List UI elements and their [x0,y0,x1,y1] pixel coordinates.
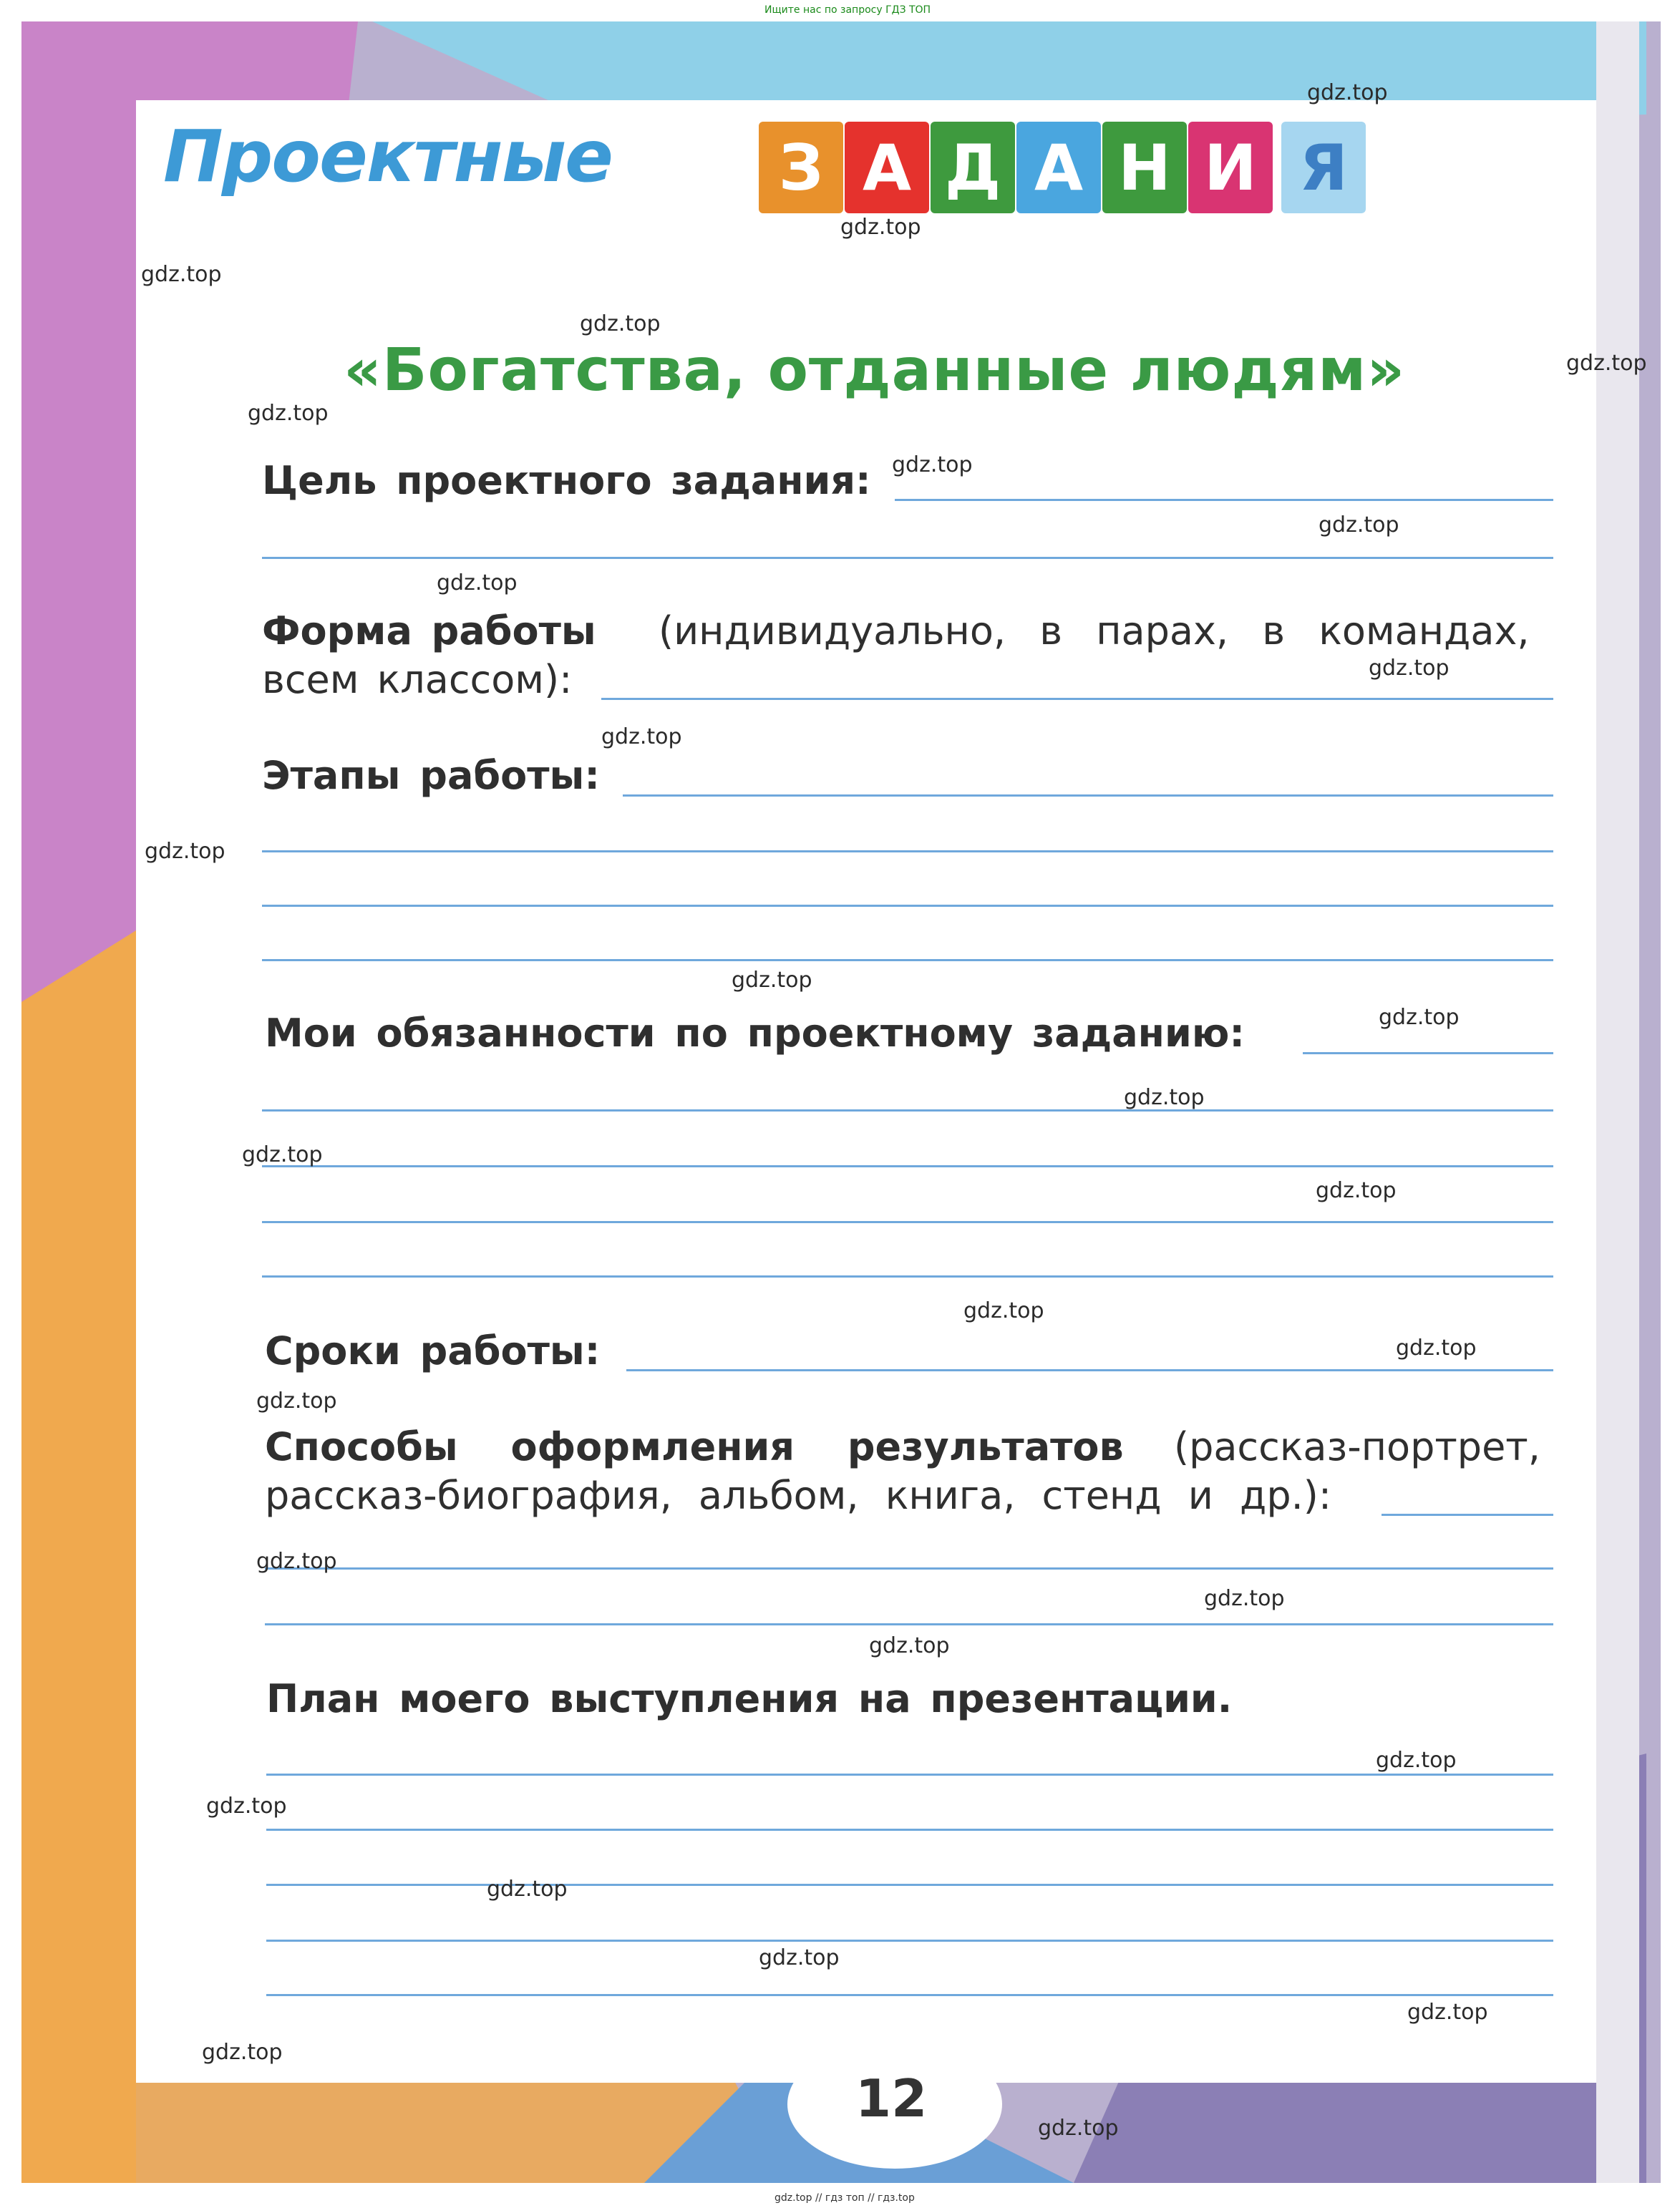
watermark: gdz.top [892,452,973,477]
watermark: gdz.top [759,1945,840,1970]
watermark: gdz.top [1124,1085,1205,1110]
bottom-note: gdz.top // гдз топ // гдз.top [775,2192,915,2204]
header-letters [759,115,1374,222]
letter-tile: Я [1281,122,1366,213]
answer-line[interactable] [265,1623,1553,1625]
answer-line[interactable] [262,1109,1553,1112]
watermark: gdz.top [256,1549,337,1574]
form-options: (индивидуально, в парах, в командах, [659,608,1530,653]
answer-line[interactable] [262,850,1553,852]
watermark: gdz.top [1038,2116,1119,2141]
answer-line[interactable] [266,1829,1553,1831]
watermark: gdz.top [202,2040,283,2065]
answer-line[interactable] [262,1275,1553,1278]
answer-line[interactable] [626,1369,1553,1371]
answer-line[interactable] [1382,1514,1553,1516]
stages-label: Этапы работы: [262,753,600,798]
answer-line[interactable] [262,1165,1553,1167]
letter-tile: З [759,122,843,213]
watermark: gdz.top [206,1794,287,1819]
watermark: gdz.top [1407,2000,1488,2025]
watermark: gdz.top [1307,80,1388,105]
watermark: gdz.top [1396,1336,1477,1361]
answer-line[interactable] [895,499,1553,501]
watermark: gdz.top [1379,1005,1460,1030]
watermark: gdz.top [601,724,682,749]
methods-label: Способы оформления результатов [265,1424,1124,1469]
watermark: gdz.top [248,401,329,426]
watermark: gdz.top [1319,512,1399,538]
answer-line[interactable] [265,1567,1553,1570]
watermark: gdz.top [437,570,518,595]
letter-tile: А [1016,122,1101,213]
methods-line2: рассказ-биография, альбом, книга, стенд и др.): [265,1473,1332,1518]
letter-tile: И [1188,122,1273,213]
page-title: «Богатства, отданные людям» [344,336,1406,404]
watermark: gdz.top [963,1298,1044,1323]
answer-line[interactable] [266,1774,1553,1776]
answer-line[interactable] [262,557,1553,559]
letter-tile: Н [1102,122,1187,213]
form-label [262,608,596,653]
watermark: gdz.top [487,1877,568,1902]
duties-label: Мои обязанности по проектному заданию: [265,1011,1245,1056]
answer-line[interactable] [266,1884,1553,1886]
header-prefix: Проектные [163,115,612,198]
answer-line[interactable] [1303,1052,1553,1054]
top-note: Ищите нас по запросу ГДЗ ТОП [764,4,931,16]
answer-line[interactable] [262,905,1553,907]
answer-line[interactable] [623,794,1553,797]
letter-tile: Д [931,122,1015,213]
watermark: gdz.top [732,968,812,993]
watermark: gdz.top [242,1142,323,1167]
watermark: gdz.top [869,1633,950,1658]
watermark: gdz.top [256,1388,337,1414]
watermark: gdz.top [1204,1586,1285,1611]
watermark: gdz.top [1566,351,1647,376]
watermark: gdz.top [1369,656,1450,681]
form-line2: всем классом): [262,657,573,702]
watermark: gdz.top [1376,1748,1457,1773]
goal-label: Цель проектного задания: [262,458,871,503]
methods-options: (рассказ-портрет, [1174,1424,1540,1469]
answer-line[interactable] [262,959,1553,961]
page-number: 12 [855,2068,928,2129]
answer-line[interactable] [601,698,1553,700]
watermark: gdz.top [840,215,921,240]
form-label-bold: Форма работы [262,608,596,653]
watermark: gdz.top [141,262,222,287]
watermark: gdz.top [1316,1178,1397,1203]
watermark: gdz.top [580,311,661,336]
letter-tile: А [845,122,929,213]
answer-line[interactable] [266,1994,1553,1996]
plan-label: План моего выступления на презентации. [266,1676,1233,1721]
watermark: gdz.top [145,839,225,864]
answer-line[interactable] [266,1940,1553,1942]
terms-label: Сроки работы: [265,1328,601,1373]
answer-line[interactable] [262,1221,1553,1223]
